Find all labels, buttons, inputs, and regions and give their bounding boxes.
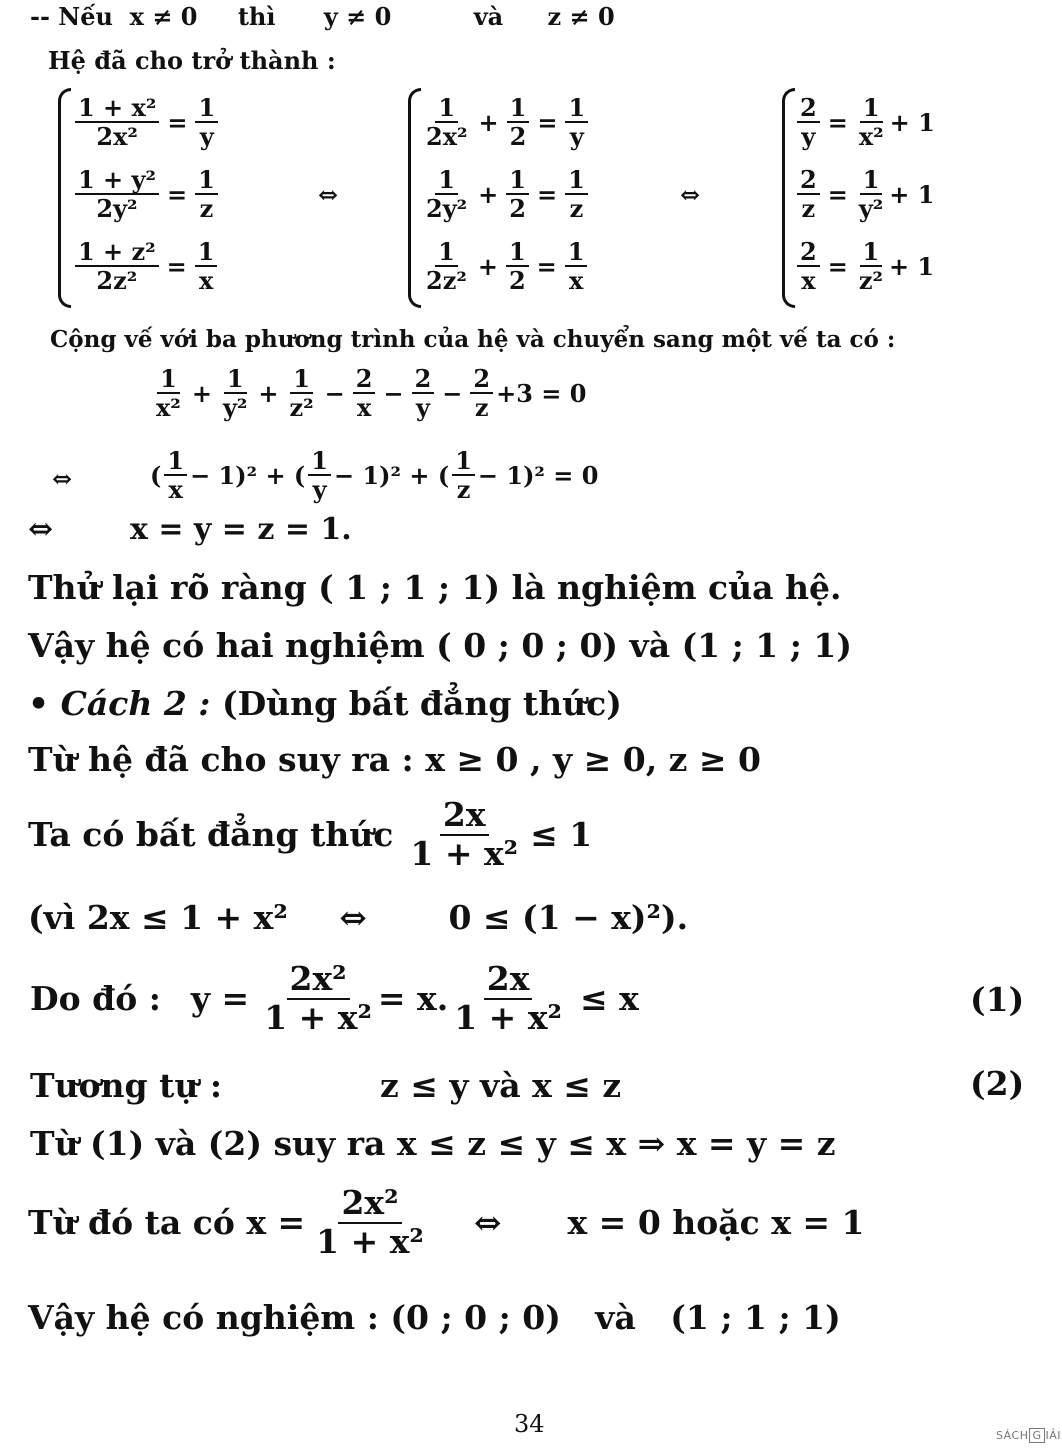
system-transformed bbox=[420, 86, 591, 302]
chain-inequality: Từ (1) và (2) suy ra x ≤ z ≤ y ≤ x ⇒ x = y = z bbox=[30, 1124, 836, 1163]
equivalence-symbol: ⇔ bbox=[318, 180, 339, 209]
from-that-line: Từ đó ta có x = $\frac{\text{2x²}}{\text{1 + x²}}$ ⇔ x = 0 hoặc x = 1 bbox=[28, 1183, 865, 1261]
derive-line: Từ hệ đã cho suy ra : x ≥ 0 , y ≥ 0, z ≥ 0 bbox=[28, 740, 762, 779]
equation-tag-2: (2) bbox=[970, 1064, 1025, 1103]
system-row: $\frac{1}{\text{2z²}}$ + $\frac{1}{2}$ = $\frac{1}{x}$ bbox=[420, 230, 591, 302]
system-row: $\frac{2}{y}$ = $\frac{1}{\text{x²}}$ + 1 bbox=[794, 86, 935, 158]
therefore-line: Do đó : y = $\frac{\text{2x²}}{\text{1 + x²}}$ = x. $\frac{2x}{\text{1 + x²}}$ ≤ x bbox=[30, 959, 639, 1037]
system-row: $\frac{1}{\text{2y²}}$ + $\frac{1}{2}$ = $\frac{1}{z}$ bbox=[420, 158, 591, 230]
system-reduced bbox=[794, 86, 935, 302]
brace-left bbox=[58, 88, 71, 308]
system-row: $\frac{\text{1 + y²}}{\text{2y²}}$ = $\frac{1}{z}$ bbox=[72, 158, 221, 230]
equivalence-symbol: ⇔ bbox=[680, 180, 701, 209]
system-original bbox=[72, 86, 221, 302]
similar-body: z ≤ y và x ≤ z bbox=[380, 1066, 622, 1105]
system-row: $\frac{\text{1 + z²}}{\text{2z²}}$ = $\frac{1}{x}$ bbox=[72, 230, 221, 302]
equation-tag-1: (1) bbox=[970, 980, 1025, 1019]
square-equation: ( $\frac{1}{x}$ − 1)² + ( $\frac{1}{y}$ − 1)² + ( $\frac{1}{z}$ − 1)² = 0 bbox=[150, 446, 599, 505]
watermark-logo: SÁCH G IẢI bbox=[996, 1429, 1062, 1442]
system-row: $\frac{\text{1 + x²}}{\text{2x²}}$ = $\frac{1}{y}$ bbox=[72, 86, 221, 158]
system-intro: Hệ đã cho trở thành : bbox=[48, 46, 336, 75]
because-line: (vì 2x ≤ 1 + x² ⇔ 0 ≤ (1 − x)²). bbox=[28, 898, 689, 937]
solution-result: x = y = z = 1. bbox=[130, 512, 352, 547]
condition-line: -- Nếu x ≠ 0 thì y ≠ 0 và z ≠ 0 bbox=[30, 2, 615, 31]
sum-equation: $\frac{1}{\text{x²}}$ + $\frac{1}{\text{y²}}$ + $\frac{1}{\text{z²}}$ − $\frac{2}{x}$ − $\frac{2}{y}$ − $\frac{2}{z}$ +3 = 0 bbox=[156, 364, 587, 423]
system-row: $\frac{2}{z}$ = $\frac{1}{\text{y²}}$ + 1 bbox=[794, 158, 935, 230]
conclusion-1: Vậy hệ có hai nghiệm ( 0 ; 0 ; 0) và (1 ; 1 ; 1) bbox=[28, 626, 853, 665]
similar-lead: Tương tự : bbox=[30, 1066, 223, 1105]
final-conclusion: Vậy hệ có nghiệm : (0 ; 0 ; 0) và (1 ; 1 ; 1) bbox=[28, 1298, 841, 1337]
equivalence-symbol: ⇔ bbox=[28, 512, 54, 547]
page-number: 34 bbox=[514, 1410, 545, 1438]
inequality-line: Ta có bất đẳng thức $\frac{2x}{\text{1 + x²}}$ ≤ 1 bbox=[28, 795, 593, 873]
method-2-heading: • Cách 2 : (Dùng bất đẳng thức) bbox=[28, 684, 622, 723]
system-row: $\frac{1}{\text{2x²}}$ + $\frac{1}{2}$ = $\frac{1}{y}$ bbox=[420, 86, 591, 158]
sum-instruction: Cộng vế với ba phương trình của hệ và chuyển sang một vế ta có : bbox=[50, 326, 896, 353]
equivalence-symbol: ⇔ bbox=[52, 464, 73, 493]
check-line: Thử lại rõ ràng ( 1 ; 1 ; 1) là nghiệm của hệ. bbox=[28, 568, 842, 607]
system-row: $\frac{2}{x}$ = $\frac{1}{\text{z²}}$ + 1 bbox=[794, 230, 935, 302]
